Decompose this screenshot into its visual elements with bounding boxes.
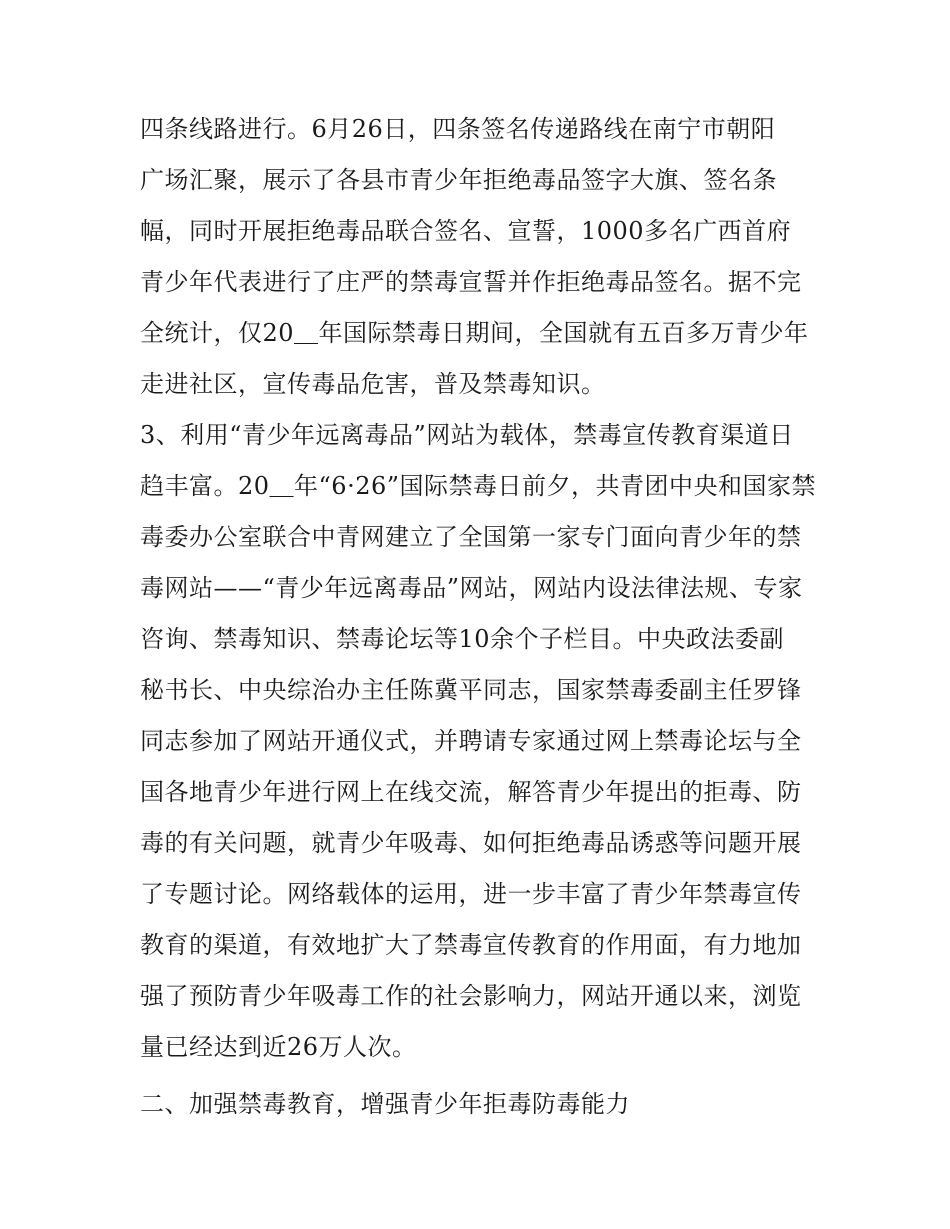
text-line: 青少年代表进行了庄严的禁毒宣誓并作拒绝毒品签名。据不完 <box>140 268 802 296</box>
text-line: 幅，同时开展拒绝毒品联合签名、宣誓，1000多名广西首府 <box>140 217 792 245</box>
text-line: 了专题讨论。网络载体的运用，进一步丰富了青少年禁毒宣传 <box>140 880 802 908</box>
text-line: 毒委办公室联合中青网建立了全国第一家专门面向青少年的禁 <box>140 523 802 551</box>
section-heading <box>140 1079 830 1130</box>
text-line: 强了预防青少年吸毒工作的社会影响力，网站开通以来，浏览 <box>140 982 802 1010</box>
text-line: 四条线路进行。6月26日，四条签名传递路线在南宁市朝阳 <box>140 115 776 143</box>
text-line: 咨询、禁毒知识、禁毒论坛等10余个子栏目。中央政法委副 <box>140 625 785 653</box>
text-line: 趋丰富。20＿年“6·26”国际禁毒日前夕，共青团中央和国家禁 <box>140 472 817 500</box>
text-line: 同志参加了网站开通仪式，并聘请专家通过网上禁毒论坛与全 <box>140 727 802 755</box>
paragraph-1 <box>140 104 830 410</box>
text-line: 量已经达到近26万人次。 <box>140 1033 417 1061</box>
text-line: 毒网站——“青少年远离毒品”网站，网站内设法律法规、专家 <box>140 574 803 602</box>
text-line: 走进社区，宣传毒品危害，普及禁毒知识。 <box>140 370 606 398</box>
text-line: 秘书长、中央综治办主任陈冀平同志，国家禁毒委副主任罗锋 <box>140 676 802 704</box>
text-line: 毒的有关问题，就青少年吸毒、如何拒绝毒品诱惑等问题开展 <box>140 829 802 857</box>
text-line: 全统计，仅20＿年国际禁毒日期间，全国就有五百多万青少年 <box>140 319 809 347</box>
text-line: 广场汇聚，展示了各县市青少年拒绝毒品签字大旗、签名条 <box>140 166 777 194</box>
paragraph-2 <box>140 410 830 1073</box>
text-line: 教育的渠道，有效地扩大了禁毒宣传教育的作用面，有力地加 <box>140 931 802 959</box>
text-line: 国各地青少年进行网上在线交流，解答青少年提出的拒毒、防 <box>140 778 802 806</box>
heading-line: 二、加强禁毒教育，增强青少年拒毒防毒能力 <box>140 1090 630 1118</box>
text-line: 3、利用“青少年远离毒品”网站为载体，禁毒宣传教育渠道日 <box>140 421 794 449</box>
body-text <box>140 104 830 1130</box>
